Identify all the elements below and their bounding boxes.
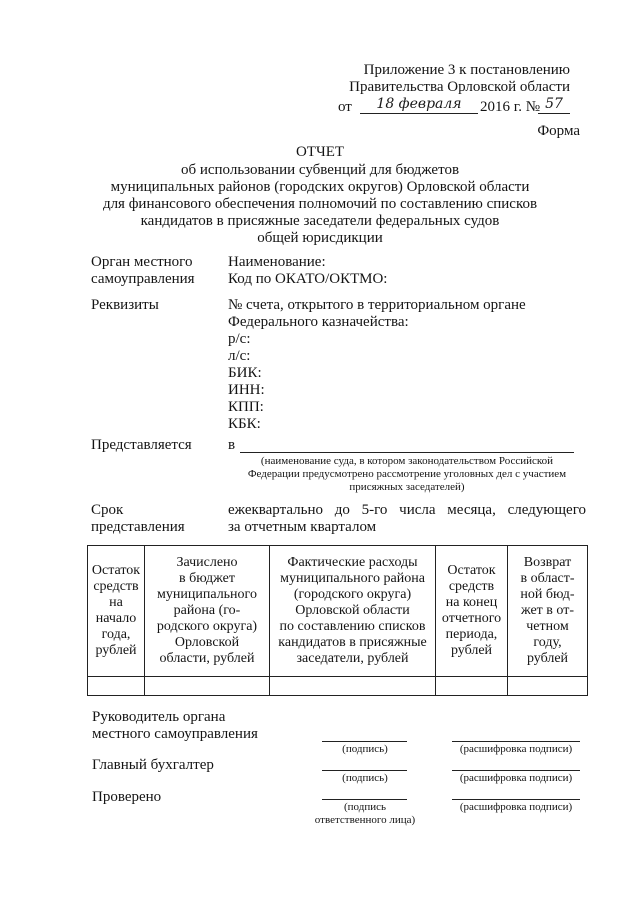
deadline-label-line-2: представления xyxy=(91,519,185,535)
title-main: ОТЧЕТ xyxy=(295,144,345,160)
accountant-decode-line xyxy=(452,770,580,771)
header-cell-line: Орловской области xyxy=(295,603,410,618)
court-name-line xyxy=(240,452,574,453)
title-line-1: об использовании субвенций для бюджетов xyxy=(180,162,460,178)
header-cell-line: Возврат xyxy=(523,555,572,570)
organ-label-line-2: самоуправления xyxy=(91,271,195,287)
header-cell-line: по составлению списков xyxy=(279,619,426,634)
ls-field: л/с: xyxy=(228,348,251,364)
header-cell-line: кандидатов в присяжные xyxy=(278,635,427,650)
header-cell-line: (городского округа) xyxy=(293,587,412,602)
header-cell-line: в бюджет xyxy=(179,571,235,586)
head-signature-caption: (подпись) xyxy=(342,743,388,755)
header-block xyxy=(300,62,570,118)
header-cell-line: в област- xyxy=(520,571,575,586)
bik-field: БИК: xyxy=(228,365,262,381)
title-line-5: общей юрисдикции xyxy=(257,230,383,246)
header-cell-refund xyxy=(508,546,588,677)
header-cell-line: муниципального xyxy=(157,587,257,602)
accountant-decode-caption: (расшифровка подписи) xyxy=(459,772,573,784)
header-cell-line: родского округа) xyxy=(156,619,258,634)
header-cell-line: жет в от- xyxy=(520,603,575,618)
checked-signature-caption xyxy=(300,801,430,827)
header-cell-line: рублей xyxy=(526,651,569,666)
accountant-signature-line xyxy=(322,770,407,771)
organ-code-field: Код по ОКАТО/ОКТМО: xyxy=(228,271,388,287)
year-text: 2016 г. № xyxy=(480,99,541,115)
head-label-line-2: местного самоуправления xyxy=(92,726,258,742)
head-label xyxy=(92,709,258,743)
form-label: Форма xyxy=(537,123,580,139)
header-cell-line: муниципального района xyxy=(280,571,425,586)
accountant-label: Главный бухгалтер xyxy=(92,757,214,773)
header-cell-line: начало xyxy=(95,611,137,626)
header-cell-actual-expenses xyxy=(270,546,436,677)
header-cell-line: области, рублей xyxy=(159,651,255,666)
court-note xyxy=(228,455,586,494)
report-table xyxy=(87,545,588,696)
cell-actual-expenses[interactable] xyxy=(270,677,436,696)
head-decode-caption: (расшифровка подписи) xyxy=(459,743,573,755)
kbk-field: КБК: xyxy=(228,416,261,432)
submitted-label: Представляется xyxy=(91,437,192,453)
title-line-3: для финансового обеспечения полномочий по составлению списков xyxy=(102,196,538,212)
deadline-text-line-2: за отчетным кварталом xyxy=(228,519,377,535)
header-cell-line: заседатели, рублей xyxy=(296,651,409,666)
organ-label-line-1: Орган местного xyxy=(91,254,193,270)
account-line-2: Федерального казначейства: xyxy=(228,314,409,330)
header-cell-line: Остаток xyxy=(91,563,141,578)
handwritten-number: 57 xyxy=(538,96,570,114)
table-row xyxy=(88,677,588,696)
header-cell-line: на конец xyxy=(445,595,498,610)
court-note-line-1: (наименование суда, в котором законодательством Российской xyxy=(260,455,554,467)
deadline-text xyxy=(228,502,586,536)
kpp-field: КПП: xyxy=(228,399,264,415)
header-cell-line: Остаток xyxy=(447,563,496,578)
header-cell-line: Зачислено xyxy=(176,555,238,570)
header-cell-line: периода, xyxy=(445,627,498,642)
header-cell-line: ной бюд- xyxy=(520,587,575,602)
header-cell-line: года, xyxy=(101,627,131,642)
header-cell-line: четном xyxy=(526,619,569,634)
checked-caption-line-2: ответственного лица) xyxy=(314,814,416,826)
accountant-signature-caption: (подпись) xyxy=(342,772,388,784)
title-block xyxy=(80,144,560,247)
header-cell-line: района (го- xyxy=(173,603,241,618)
cell-closing-balance[interactable] xyxy=(436,677,508,696)
header-cell-line: отчетного xyxy=(441,611,502,626)
deadline-label-line-1: Срок xyxy=(91,502,124,518)
title-line-2: муниципальных районов (городских округов) Орловской области xyxy=(110,179,530,195)
court-note-line-3: присяжных заседателей) xyxy=(349,481,465,493)
header-cell-line: средств xyxy=(93,579,139,594)
header-cell-line: году, xyxy=(533,635,562,650)
header-cell-line: Фактические расходы xyxy=(287,555,418,570)
head-signature-line xyxy=(322,741,407,742)
title-line-4: кандидатов в присяжные заседатели федеральных судов xyxy=(140,213,500,229)
checked-decode-line xyxy=(452,799,580,800)
checked-label: Проверено xyxy=(92,789,162,805)
checked-decode-caption: (расшифровка подписи) xyxy=(459,801,573,813)
deadline-label xyxy=(91,502,221,536)
cell-opening-balance[interactable] xyxy=(88,677,145,696)
header-date-line xyxy=(300,96,570,118)
rs-field: р/с: xyxy=(228,331,251,347)
handwritten-date: 18 февраля xyxy=(360,96,478,114)
deadline-text-line-1: ежеквартально до 5-го числа месяца, следующего xyxy=(228,502,586,518)
court-note-line-2: Федерации предусмотрено рассмотрение уголовных дел с участием xyxy=(247,468,567,480)
inn-field: ИНН: xyxy=(228,382,265,398)
header-cell-line: средств xyxy=(448,579,495,594)
checked-caption-line-1: (подпись xyxy=(343,801,386,813)
organ-name-field: Наименование: xyxy=(228,254,326,270)
header-cell-line: на xyxy=(109,595,123,610)
from-prefix: от xyxy=(338,99,352,115)
cell-credited[interactable] xyxy=(145,677,270,696)
requisites-label: Реквизиты xyxy=(91,297,159,313)
cell-refund[interactable] xyxy=(508,677,588,696)
table-header-row xyxy=(88,546,588,677)
account-line-1: № счета, открытого в территориальном органе xyxy=(228,297,526,313)
submitted-prefix: в xyxy=(228,437,236,453)
header-line-2: Правительства Орловской области xyxy=(349,79,570,95)
header-cell-line: рублей xyxy=(450,643,493,658)
header-cell-opening-balance xyxy=(88,546,145,677)
header-cell-credited xyxy=(145,546,270,677)
header-cell-closing-balance xyxy=(436,546,508,677)
head-decode-line xyxy=(452,741,580,742)
requisites-values xyxy=(228,297,588,433)
header-line-1: Приложение 3 к постановлению xyxy=(363,62,570,78)
organ-values xyxy=(228,254,588,288)
header-cell-line: рублей xyxy=(95,643,137,658)
checked-signature-line xyxy=(322,799,407,800)
header-cell-line: Орловской xyxy=(174,635,240,650)
organ-label xyxy=(91,254,221,288)
head-label-line-1: Руководитель органа xyxy=(92,709,226,725)
